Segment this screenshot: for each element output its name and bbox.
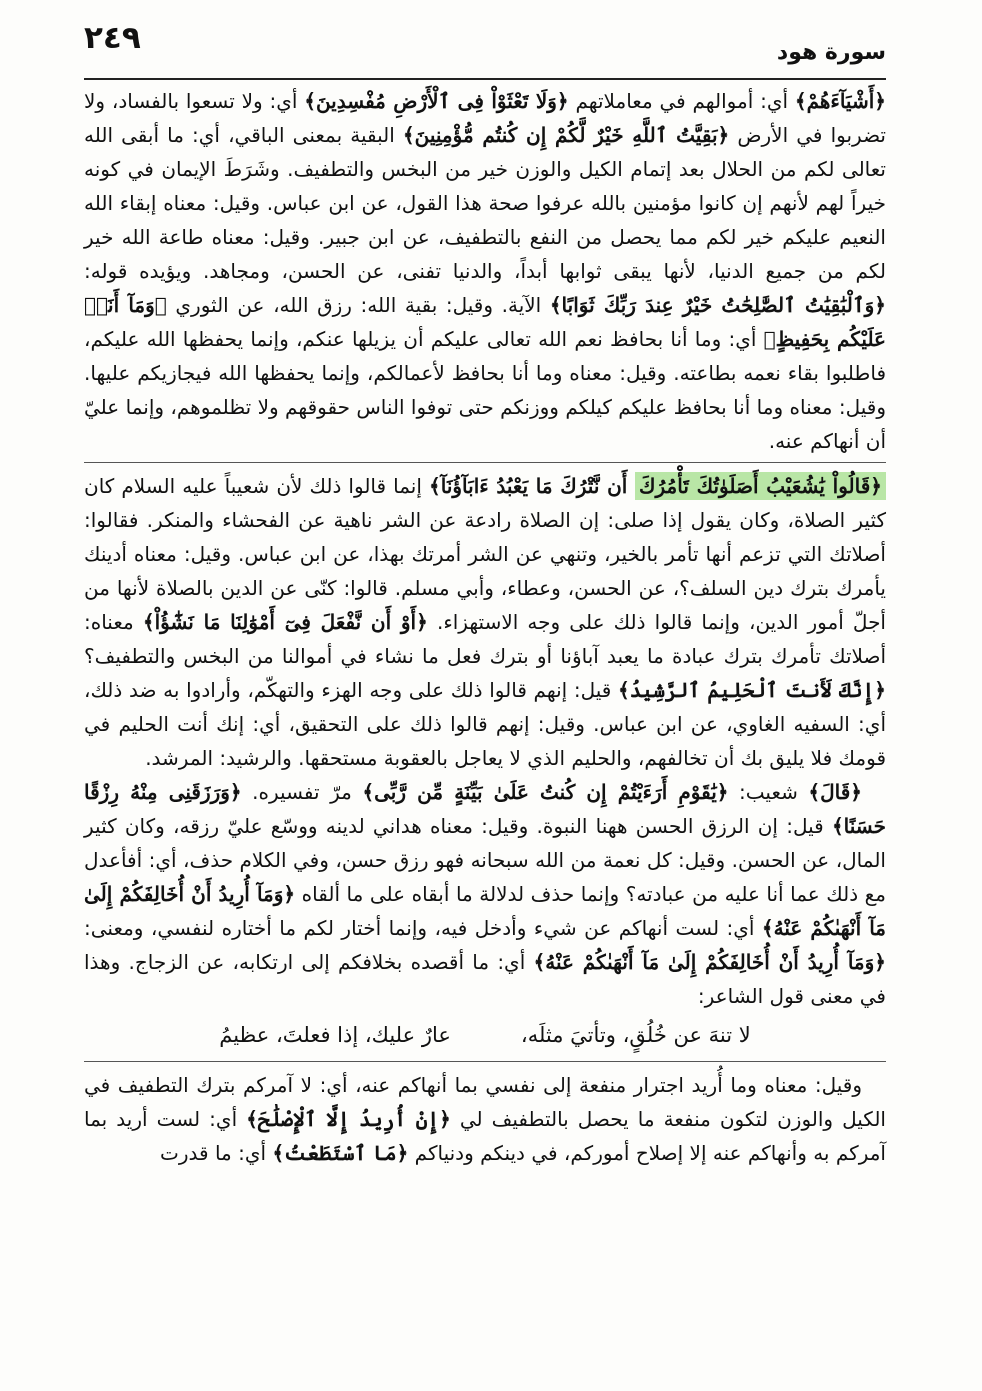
poem-second-hemistich: عارٌ عليك، إذا فعلتَ، عظيمُ	[219, 1023, 451, 1047]
quran-verse: ﴿وَمَآ أُرِيدُ أَنْ أُخَالِفَكُمْ إِلَىٰ مَآ أَنْهَىٰكُمْ عَنْهُ﴾	[533, 950, 886, 974]
commentary-text: أي: وما أنا بحافظ نعم الله تعالى عليكم أن يزيلها عنكم، وإنما يحفظها الله عليكم، فاطلبوا بقاء نعمه بطاعته. وقيل: معناه وما أنا بحافظ لأعمالكم، وإنما يحفظها الله فيجازيكم عليها. وقيل: معناه وما أنا بحافظ عليكم كيلكم ووزنكم حتى توفوا الناس حقوقهم ولا تظلموهم، وإنما عليّ أن أنهاكم عنه.	[84, 327, 886, 453]
quran-verse: ﴿أَوْ أَن نَّفْعَلَ فِىٓ أَمْوَٰلِنَا مَا نَشَٰٓؤُاْ﴾	[142, 610, 428, 634]
commentary-text: أي: أموالهم في معاملاتهم	[568, 89, 795, 113]
quran-verse: ﴿وَمَآ أَنَا۠ عَلَيْكُم بِحَفِيظٍ﴾	[84, 293, 886, 351]
paragraph-4	[84, 1068, 886, 1170]
commentary-text: قيل: إنهم قالوا ذلك على وجه الهزء والتهكّم، وأرادوا به ضد ذلك، أي: السفيه الغاوي، عن ابن عباس. وقيل: إنهم قالوا ذلك على التحقيق، أي: إنك أنت الحليم في قومك فلا يليق بك أن تخالفهم، والحليم الذي لا يعاجل بالعقوبة مستحقها. والرشيد: المرشد.	[84, 678, 886, 770]
section-divider	[84, 462, 886, 463]
commentary-text: أي: لست أريد بما آمركم به وأنهاكم عنه إلا إصلاح أموركم، في دينكم ودنياكم	[84, 1107, 886, 1165]
quran-verse: ﴿وَٱلْبَٰقِيَٰتُ ٱلصَّٰلِحَٰتُ خَيْرٌ عِندَ رَبِّكَ ثَوَابًا﴾	[549, 293, 886, 317]
surah-title: سورة هود	[776, 40, 886, 65]
commentary-text: أي: ما أقصده بخلافكم إلى ارتكابه، عن الزجاج. وهذا في معنى قول الشاعر:	[84, 950, 886, 1008]
commentary-text: مرّ تفسيره.	[241, 780, 363, 804]
commentary-text: الآية. وقيل: بقية الله: رزق الله، عن الثوري	[166, 293, 550, 317]
commentary-body	[84, 84, 886, 1170]
commentary-text: أي: لست أنهاكم عن شيء وأدخل فيه، وإنما أختار لكم ما أختاره لنفسي، ومعنى:	[84, 916, 762, 940]
paragraph-1	[84, 84, 886, 458]
commentary-text: شعيب:	[728, 780, 809, 804]
section-divider	[84, 1061, 886, 1062]
quran-verse: ﴿وَمَآ أُرِيدُ أَنْ أُخَالِفَكُمْ إِلَىٰ مَآ أَنْهَىٰكُمْ عَنْهُ﴾	[84, 882, 887, 940]
commentary-text: معناه: أصلاتك تأمرك بترك عبادة ما يعبد آباؤنا أو بترك فعل ما نشاء في أموالنا من البخس والتطفيف؟	[84, 610, 886, 668]
quran-verse: ﴿وَلَا تَعْثَوْاْ فِى ٱلْأَرْضِ مُفْسِدِينَ﴾	[304, 89, 569, 113]
quran-verse: ﴿يَٰقَوْمِ أَرَءَيْتُمْ إِن كُنتُ عَلَىٰ بَيِّنَةٍ مِّن رَّبِّى﴾	[362, 780, 729, 804]
header-divider	[84, 78, 886, 80]
quran-verse: ﴿قَالَ﴾	[808, 780, 862, 804]
highlighted-verse: ﴿قَالُواْ يَٰشُعَيْبُ أَصَلَوٰتُكَ تَأْمُرُكَ	[635, 472, 886, 500]
paragraph-2	[84, 469, 886, 775]
quran-verse: ﴿وَرَزَقَنِى مِنْهُ رِزْقًا حَسَنًا﴾	[84, 780, 886, 838]
quran-verse: ﴿بَقِيَّتُ ٱللَّهِ خَيْرٌ لَّكُمْ إِن كُنتُم مُّؤْمِنِينَ﴾	[402, 123, 730, 147]
commentary-text: أي: ولا تسعوا بالفساد، ولا تضربوا في الأرض	[84, 89, 886, 147]
poem-first-hemistich: لا تنهَ عن خُلُقٍ، وتأتيَ مثلَه،	[520, 1023, 751, 1047]
quran-verse: ﴿مَا ٱسْتَطَعْتُ﴾	[272, 1141, 409, 1165]
commentary-text: إنما قالوا ذلك لأن شعيباً عليه السلام كان كثير الصلاة، وكان يقول إذا صلى: إن الصلاة رادعة عن الشر ناهية عن الفحشاء والمنكر. فقالوا: أصلاتك التي تزعم أنها تأمر بالخير، وتنهي عن الشر أمرتك بهذا، عن ابن عباس. وقيل: معناه أدينك يأمرك بترك دين السلف؟، عن الحسن، وعطاء، وأبي مسلم. قالوا: كنّى عن الدين بالصلاة لأنها من أجلّ أمور الدين، وإنما قالوا ذلك على وجه الاستهزاء.	[84, 474, 886, 634]
poem-verse	[84, 1015, 886, 1055]
quran-verse: أَن نَّتْرُكَ مَا يَعْبُدُ ءَابَآؤُنَآ﴾	[429, 474, 636, 498]
commentary-text: قيل: إن الرزق الحسن ههنا النبوة. وقيل: معناه هداني لدينه ووسّع عليّ رزقه، وكان كثير المال، عن الحسن. وقيل: كل نعمة من الله سبحانه فهو رزق حسن، وفي الكلام حذف، أي: أفأعدل مع ذلك عما أنا عليه من عبادته؟ وإنما حذف لدلالة ما أبقاه على ما ألقاه	[84, 814, 886, 906]
quran-verse: ﴿إِنْ أُرِيدُ إِلَّا ٱلْإِصْلَٰحَ﴾	[246, 1107, 451, 1131]
page-number: ٢٤٩	[84, 20, 141, 56]
commentary-text: وقيل: معناه وما أُريد اجترار منفعة إلى نفسي بما أنهاكم عنه، أي: لا آمركم بترك التطفيف في الكيل والوزن لتكون منفعة ما يحصل بالتطفيف لي	[84, 1073, 886, 1131]
quran-verse: ﴿أَشْيَآءَهُمْ﴾	[794, 89, 886, 113]
paragraph-3	[84, 775, 886, 1013]
commentary-text: أي: ما قدرت	[160, 1141, 273, 1165]
commentary-text: البقية بمعنى الباقي، أي: ما أبقى الله تعالى لكم من الحلال بعد إتمام الكيل والوزن خير من البخس والتطفيف. وشَرَطَ الإيمان في كونه خيراً لهم لأنهم إن كانوا مؤمنين بالله عرفوا صحة هذا القول، عن ابن عباس. وقيل: معناه إبقاء الله النعيم عليكم خير لكم مما يحصل من النفع بالتطفيف، عن ابن جبير. وقيل: معناه طاعة الله خير لكم من جميع الدنيا، لأنها يبقى ثوابها أبداً، والدنيا تفنى، عن الحسن، ومجاهد. ويؤيده قوله:	[84, 123, 886, 283]
quran-verse: ﴿إِنَّكَ لَأَنتَ ٱلْحَلِيمُ ٱلرَّشِيدُ﴾	[618, 678, 886, 702]
